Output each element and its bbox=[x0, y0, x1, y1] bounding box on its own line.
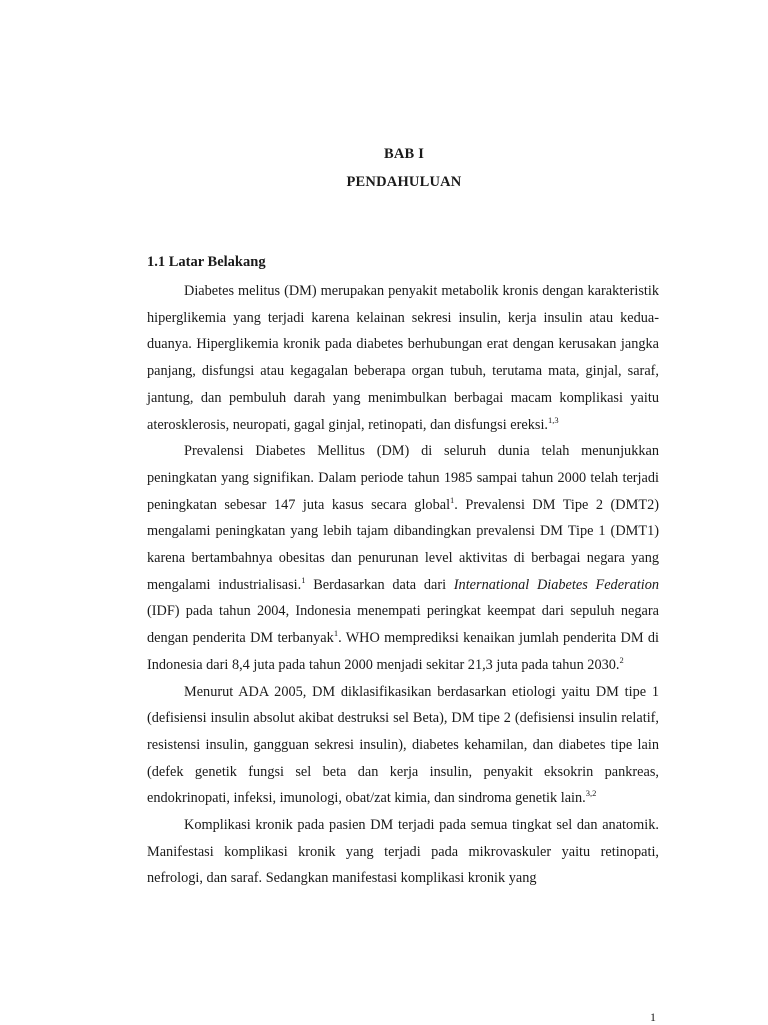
paragraph-4-text: Komplikasi kronik pada pasien DM terjadi pada semua tingkat sel dan anatomik. Manifestasi komplikasi kronik yang terjadi pada mikrovaskuler yaitu retinopati, nefrologi, dan saraf. Sedangkan manifestasi komplikasi kronik yang bbox=[147, 817, 659, 887]
chapter-number: BAB I bbox=[383, 146, 425, 162]
citation-ref: 3,2 bbox=[585, 788, 597, 799]
paragraph-1-text: Diabetes melitus (DM) merupakan penyakit metabolik kronis dengan karakteristik hiperglikemia yang terjadi karena kelainan sekresi insulin, kerja insulin atau kedua-duanya. Hiperglikemia kronik pada diabetes berhubungan erat dengan kerusakan jangka panjang, disfungsi atau kegagalan beberapa organ tubuh, terutama mata, ginjal, saraf, jantung, dan pembuluh darah yang menimbulkan berbagai macam komplikasi yaitu aterosklerosis, neuropati, gagal ginjal, retinopati, dan disfungsi ereksi. bbox=[147, 283, 659, 433]
paragraph-2-text-1: Prevalensi Diabetes Mellitus (DM) di seluruh dunia telah menunjukkan peningkatan yang signifikan. Dalam periode tahun 1985 sampai tahun 2000 telah terjadi peningkatan sebesar 147 juta kasus secara global bbox=[147, 443, 659, 513]
page-number: 1 bbox=[650, 1010, 656, 1024]
citation-ref: 1,3 bbox=[548, 414, 559, 425]
section-heading: 1.1 Latar Belakang bbox=[147, 254, 266, 270]
paragraph-2-text-4: (IDF) pada tahun 2004, Indonesia menempati peringkat keempat dari sepuluh negara dengan penderita DM terbanyak bbox=[147, 603, 659, 647]
citation-ref: 1 bbox=[450, 494, 455, 505]
citation-ref: 1 bbox=[301, 574, 306, 585]
paragraph-1 bbox=[147, 278, 659, 438]
chapter-title: PENDAHULUAN bbox=[346, 174, 462, 190]
paragraph-2 bbox=[147, 438, 659, 678]
paragraph-3-text: Menurut ADA 2005, DM diklasifikasikan berdasarkan etiologi yaitu DM tipe 1 (defisiensi insulin absolut akibat destruksi sel Beta), DM tipe 2 (defisiensi insulin relatif, resistensi insulin, gangguan sekresi insulin), diabetes kehamilan, dan diabetes tipe lain (defek genetik fungsi sel beta dan kerja insulin, penyakit eksokrin pankreas, endokrinopati, infeksi, imunologi, obat/zat kimia, dan sindroma genetik lain. bbox=[147, 683, 659, 807]
organization-name: International Diabetes Federation bbox=[453, 576, 660, 593]
citation-ref: 1 bbox=[333, 628, 339, 639]
body-text bbox=[147, 278, 659, 892]
paragraph-4 bbox=[147, 812, 659, 892]
paragraph-2-text-5: . WHO memprediksi kenaikan jumlah penderita DM di Indonesia dari 8,4 juta pada tahun 2000 menjadi sekitar 21,3 juta pada tahun 2030. bbox=[147, 630, 659, 673]
citation-ref: 2 bbox=[619, 654, 624, 665]
paragraph-2-text-2: . Prevalensi DM Tipe 2 (DMT2) mengalami peningkatan yang lebih tajam dibandingkan prevalensi DM Tipe 1 (DMT1) karena bertambahnya obesitas dan penurunan level aktivitas di berbagai negara yang mengalami industrialisasi. bbox=[147, 496, 659, 593]
paragraph-2-text-3: Berdasarkan data dari bbox=[305, 576, 454, 593]
paragraph-3 bbox=[147, 679, 659, 813]
